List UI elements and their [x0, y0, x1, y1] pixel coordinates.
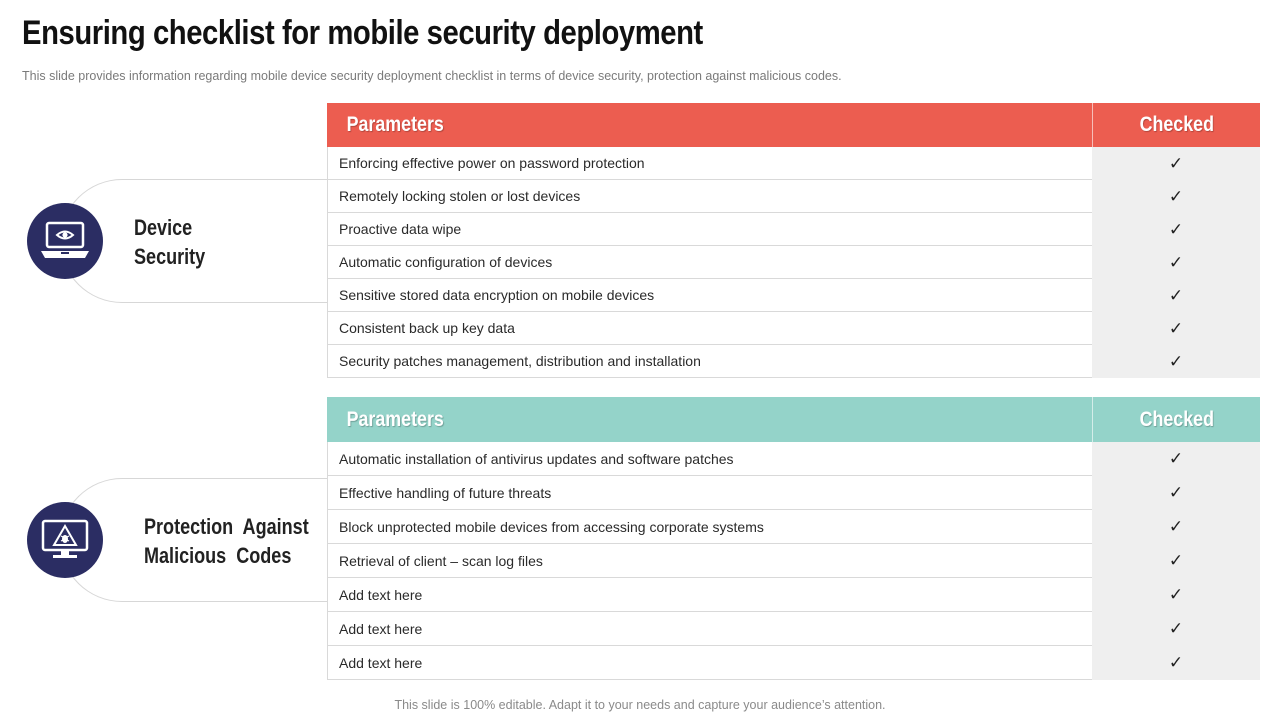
monitor-bug-icon: [40, 518, 90, 562]
malicious-codes-table: [327, 397, 1260, 680]
checkmark-icon: ✓: [1092, 180, 1260, 213]
device-security-table: [327, 103, 1260, 378]
table-row: [327, 612, 1260, 646]
row-parameter: Security patches management, distribution and installation: [327, 345, 1092, 378]
table-row: [327, 646, 1260, 680]
row-parameter: Sensitive stored data encryption on mobile devices: [327, 279, 1092, 312]
checkmark-icon: ✓: [1092, 510, 1260, 544]
malicious-codes-badge: [27, 502, 103, 578]
table-row: [327, 345, 1260, 378]
header-checked: Checked: [1092, 397, 1260, 442]
category-label-device-security: Device Security: [134, 215, 206, 269]
checkmark-icon: ✓: [1092, 476, 1260, 510]
slide-title: Ensuring checklist for mobile security deployment: [22, 14, 703, 52]
row-parameter: Automatic installation of antivirus updates and software patches: [327, 442, 1092, 476]
row-parameter: Proactive data wipe: [327, 213, 1092, 246]
checkmark-icon: ✓: [1092, 213, 1260, 246]
table-row: [327, 180, 1260, 213]
table-row: [327, 312, 1260, 345]
checkmark-icon: ✓: [1092, 246, 1260, 279]
table-row: [327, 544, 1260, 578]
table-row: [327, 510, 1260, 544]
table-row: [327, 246, 1260, 279]
checkmark-icon: ✓: [1092, 345, 1260, 378]
row-parameter: Consistent back up key data: [327, 312, 1092, 345]
checkmark-icon: ✓: [1092, 612, 1260, 646]
category-label-malicious-codes: Protection Against Malicious Codes: [144, 514, 309, 568]
checkmark-icon: ✓: [1092, 147, 1260, 180]
laptop-eye-icon: [38, 219, 92, 263]
checkmark-icon: ✓: [1092, 442, 1260, 476]
table-row: [327, 147, 1260, 180]
row-parameter: Effective handling of future threats: [327, 476, 1092, 510]
checkmark-icon: ✓: [1092, 646, 1260, 680]
checkmark-icon: ✓: [1092, 279, 1260, 312]
table-row: [327, 578, 1260, 612]
table-row: [327, 213, 1260, 246]
row-parameter: Block unprotected mobile devices from accessing corporate systems: [327, 510, 1092, 544]
table-header: [327, 103, 1260, 147]
table-row: [327, 476, 1260, 510]
checkmark-icon: ✓: [1092, 578, 1260, 612]
row-parameter: Add text here: [327, 646, 1092, 680]
header-parameters: Parameters: [346, 407, 444, 431]
device-security-badge: [27, 203, 103, 279]
checkmark-icon: ✓: [1092, 312, 1260, 345]
row-parameter: Remotely locking stolen or lost devices: [327, 180, 1092, 213]
row-parameter: Retrieval of client – scan log files: [327, 544, 1092, 578]
header-checked: Checked: [1092, 103, 1260, 147]
slide-footer-note: This slide is 100% editable. Adapt it to your needs and capture your audience’s attention.: [394, 698, 886, 712]
row-parameter: Add text here: [327, 612, 1092, 646]
row-parameter: Enforcing effective power on password protection: [327, 147, 1092, 180]
header-parameters: Parameters: [346, 113, 444, 136]
checkmark-icon: ✓: [1092, 544, 1260, 578]
table-row: [327, 442, 1260, 476]
row-parameter: Add text here: [327, 578, 1092, 612]
row-parameter: Automatic configuration of devices: [327, 246, 1092, 279]
table-header: [327, 397, 1260, 442]
table-row: [327, 279, 1260, 312]
slide-subtitle: This slide provides information regarding mobile device security deployment checklist in terms of device security, protection against malicious codes.: [22, 69, 842, 83]
